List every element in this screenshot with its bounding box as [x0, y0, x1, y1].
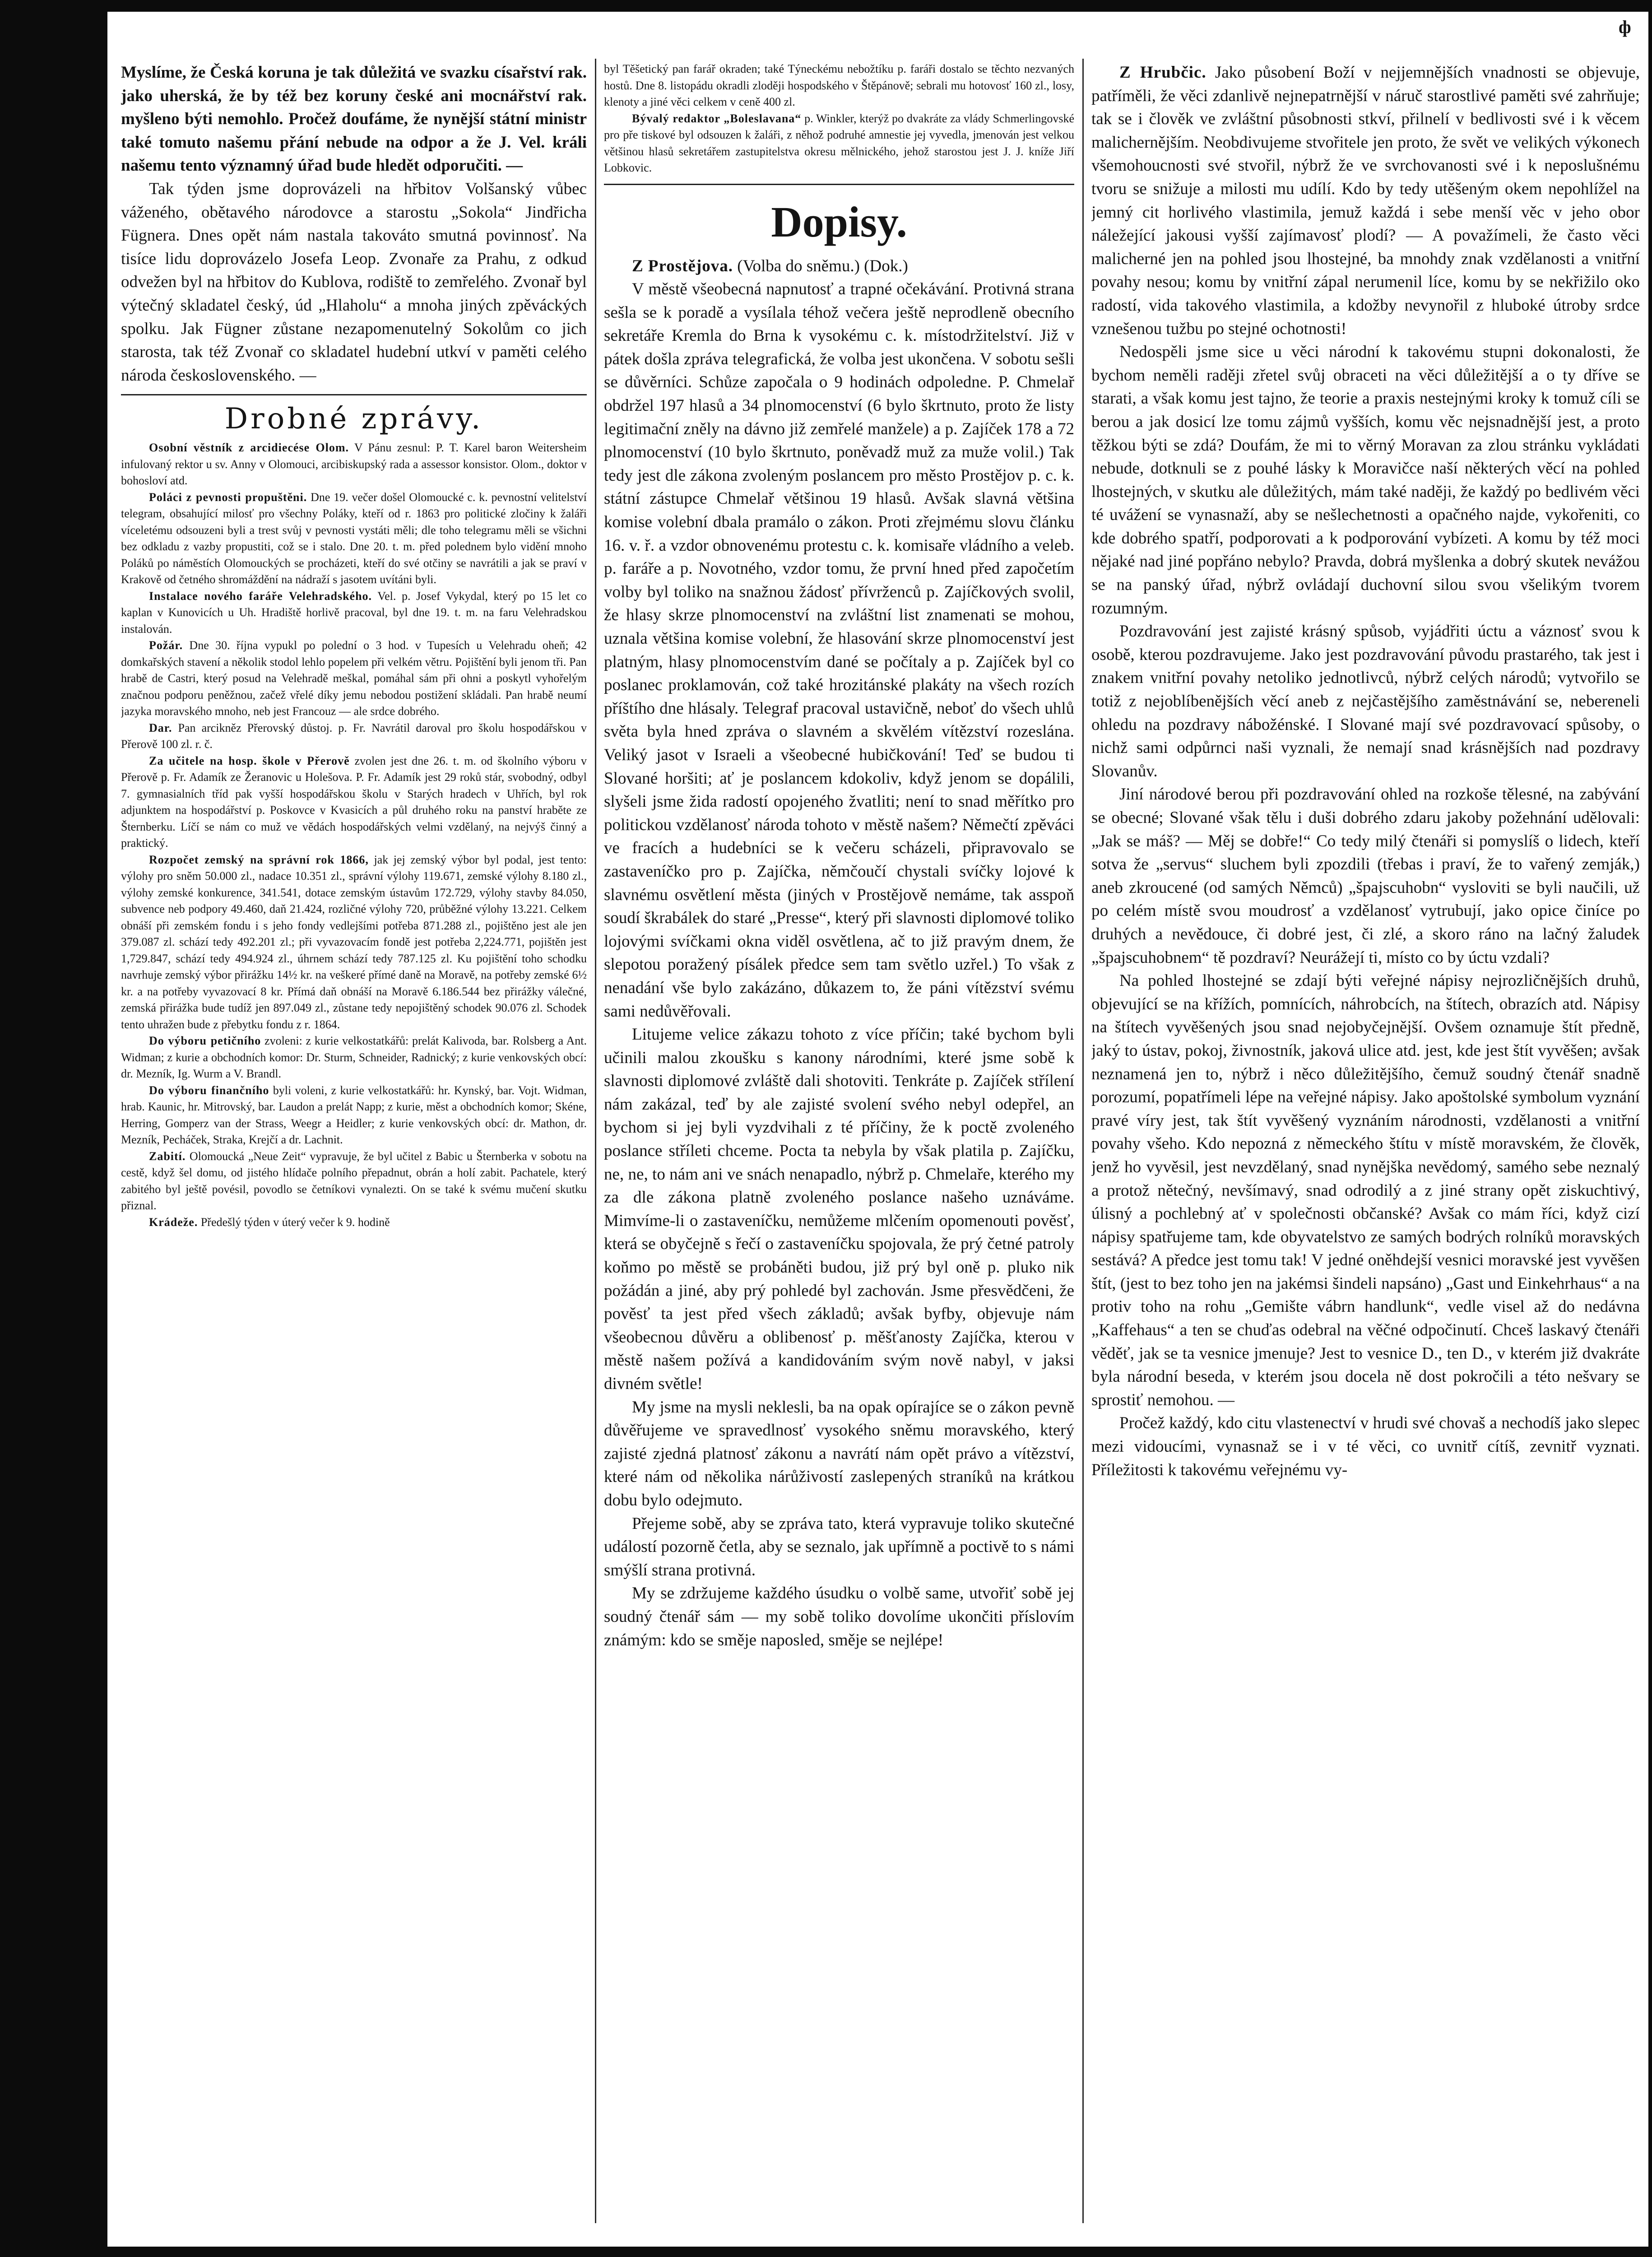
corner-mark: ф [1619, 17, 1631, 37]
column-middle [604, 61, 1074, 2234]
section-heading-dopisy: Dopisy. [771, 197, 907, 246]
news-lead: Dar. [149, 721, 172, 734]
letter-lead: Z Prostějova. [632, 256, 733, 275]
news-text: byli voleni, z kurie velkostatkářů: hr. Kynský, bar. Vojt. Widman, hrab. Kaunic, hr. Mitrovský, bar. Laudon a prelát Napp; z kurie, měst a obchodních komor; Skéne, Herring, Gomperz van der Strass, Weegr a Heidler; z kurie venkovských obcí: dr. Mathon, dr. Mezník, Pecháček, Straka, Krejčí a dr. Lachnit. [121, 1083, 587, 1147]
news-item [121, 489, 587, 588]
letter-paragraph: My se zdržujeme každého úsudku o volbě same, utvořiť sobě jej soudný čtenář sám — my sobě toliko dovolíme ukončiti příslovím známým: kdo se směje naposled, směje se nejlépe! [604, 1584, 1074, 1649]
news-item [121, 1082, 587, 1148]
section-divider [604, 184, 1074, 185]
news-text: V Pánu zesnul: P. T. Karel baron Weitersheim infulovaný rektor u sv. Anny v Olomouci, arcibiskupský rada a assessor konsistor. Olom., doktor v bohosloví atd. [121, 441, 587, 488]
news-item [121, 637, 587, 720]
news-lead: Za učitele na hosp. škole v Přerově [149, 754, 350, 767]
news-text: Vel. p. Josef Vykydal, který po 15 let co kaplan v Kunovicích u Uh. Hradiště horlivě pracoval, byl dne 19. t. m. na faru Velehradskou instalován. [121, 589, 587, 636]
news-lead: Požár. [149, 639, 183, 652]
letter-text: Jako působení Boží v nejjemnějších vnadnosti se objevuje, patříměli, že věci zdanlivě nejnepatrnější v náruč starostlivé paměti své zahrňuje; tak se i člověk ve zvláštní působnosti stkví, přilnelí v bedlivosti své i k věcem malichernějším. Neobdivujeme stvořitele jen proto, že svět ve velikých výkonech všemohoucnosti své stvořil, nýbrž že ve svrchovanosti své i k neposlušnému tvoru se snižuje a milosti mu udílí. Kdo by tedy utěšeným okem nepohlížel na jemný cit horlivého vlastimila, jemuž každá i sebe menší věc v jeho obor náležející jakousi vyšší zajímavosť plodí? — A považímeli, že často věci malicherné jen na pohled jsou lhostejné, ba mnohdy znak vzdělanosti a vnitřní povahy nesou; komu by vnitřní zápal nerumenil líce, komu by se nekřižilo oko radostí, vida takového vlastimila, a kdožby nevynořil z hluboké útroby srdce vznešenou tužbu po stejné ochotnosti! [1091, 63, 1640, 338]
letter-paragraph: Nedospěli jsme sice u věci národní k takovému stupni dokonalosti, že bychom neměli raději zřetel svůj obraceti na věci důležitější a o ty dříve se starati, a však komu jest tajno, že teorie a praxis nestejnými kroky k tomuž cíli se berou a jak dosicí lze tomu zájmů vyšších, komu věc nejsnadnější jest, a proto těžkou býti se zdá? Doufám, že mi to věrný Moravan za zlou stránku vykládati nebude, dotknuli se z pouhé lásky k Moravičce naší některých věcí na pohled lhostejných, v skutku ale důležitých, mám také naději, že každý po bedlivém věci té uvážení se vynasnaží, aby se nešlechetnosti a opačného najde, vykořeniti, co kde dobrého spatří, podporovati a k podporování vybízeti. A komu by též moci nějaké nad jiné popřáno nebylo? Pravda, dobrá myšlenka a dobrý skutek nevážou se na panský úřad, nýbrž ovládají duchovní silou svou všelikým tvorem rozumným. [1091, 343, 1640, 618]
letter-intro [604, 255, 1074, 278]
letter-lead: Z Hrubčic. [1119, 63, 1207, 82]
news-lead: Poláci z pevnosti propuštěni. [149, 490, 307, 504]
news-text: Předešlý týden v úterý večer k 9. hodině [200, 1215, 390, 1229]
news-lead: Zabití. [149, 1149, 186, 1163]
section-heading-drobne-zpravy: Drobné zprávy. [224, 402, 483, 436]
news-lead: Do výboru finančního [149, 1083, 269, 1097]
news-item [121, 440, 587, 489]
news-text: zvoleni: z kurie velkostatkářů: prelát Kalivoda, bar. Rolsberg a Ant. Widman; z kurie a obchodních komor: Dr. Sturm, Schneider, Radnický; z kurie venkovských obcí: dr. Mezník, Ig. Wurm a V. Brandl. [121, 1034, 587, 1081]
news-item [604, 111, 1074, 176]
news-text: Dne 19. večer došel Olomoucké c. k. pevnostní velitelství telegram, obsahující milosť pro všechny Poláky, kteří od r. 1863 pro politické zločiny k žaláři víceletému odsouzeni byli a trest svůj v pevnosti vystáti měli; dle toho telegramu měli se všichni bez odkladu z vazby propustiti, což se i stalo. Dne 20. t. m. před polednem bylo vidění mnoho Poláků po náměstích Olomouckých se procházeti, kteří do své otčiny se navrátili a jak se praví v Krakově od četného shromáždění na nádraží s jasotem uvítáni byli. [121, 490, 587, 586]
section-divider [121, 394, 587, 395]
news-text: Pan arcikněz Přerovský důstoj. p. Fr. Navrátil daroval pro školu hospodářskou v Přerově 100 zl. r. č. [121, 721, 587, 751]
column-rule [1082, 59, 1084, 2223]
letter-paragraph: Na pohled lhostejné se zdají býti veřejné nápisy nejrozličnějších druhů, objevující se na křížích, pomnících, náhrobcích, na štítech, obrazích atd. Nápisy na štítech vyvěšených jsou snad nejobyčejnější. Ovšem oznamuje štít předně, jaký to ústav, pokoj, živnostník, jaková ulice atd. jest, kde jest štít vyvěšen; avšak neznamená jen to, nýbrž i něco důležitějšího, čemuž soudný čtenář snadně porozumí, popatřímeli lépe na veřejné nápisy. Jako apoštolské symbolum vyznání pravé víry jest, tak štít vyvěšený vyznáním národnosti, vzdělanosti a vnitřní povahy všeho. Kdo nepozná z německého štítu v místě moravském, že člověk, jenž ho vyvěsil, jest nevzdělaný, snad nynějška nevědomý, samého sebe neznalý a protož nětečný, nevšímavý, snad odrodilý a z jiné strany opět ziskuchtivý, úlisný a pochlebný ať v společnosti občanské? Avšak co mám říci, když cizí nápisy spatřujeme tam, kde obyvatelstvo ze samých bodrých rolníků moravských sestává? A předce jest tomu tak! V jedné oněhdejší vesnici moravské jest vyvěšen štít, (jest to bez toho jen na jakémsi šindeli napsáno) „Gast und Einkehrhaus“ a na protiv toho na rohu „Gemište vábrn handlunk“, vedle visel až do nedávna „Kaffehaus“ a ten se chuďas odebral na věčné odpočinutí. Chceš laskavý čtenáři věděť, jak se ta vesnice jmenuje? Jest to vesnice D., ten D., v kterém již dvakráte byla národní beseda, v kterém jsou docela ně dost pokročili a této nešvary se sprostiť nemohou. — [1091, 971, 1640, 1409]
scan-border-top [0, 0, 1652, 12]
column-right [1091, 61, 1640, 2234]
column-left [121, 61, 587, 2234]
news-text: Olomoucká „Neue Zeit“ vypravuje, že byl učitel z Babic u Šternberka v sobotu na cestě, když šel domu, od jistého hlídače polního přepadnut, obrán a holí zabit. Pachatele, který zabitého byl ještě povésil, povodlo se četníkovi vynalezti. On se také k svému mučení skutku přiznal. [121, 1149, 587, 1212]
letter-paragraph: Jiní národové berou při pozdravování ohled na rozkoše tělesné, na zabývání se obecné; Slované však tělu i duši dobrého zdaru jakoby požehnání udělovali: „Jak se máš? — Měj se dobře!“ Co tedy milý čtenáři si pomyslíš o lidech, kteří sotva že „servus“ sluchem byli zpozdili (třebas i praví, že to vařený zemják,) aneb zkroucené (od samých Němců) „špajscuhobn“ vysloviti se byli naučili, už po celém místě svou moudrosť a vzdělanosť vytrubují, jako opice činíce po druhých a nevědouce, či dobré jest, či zlé, a skoro ráno na lačný žaludek „špajscuhobnem“ tě pozdraví? Neurážejí ti, místo co by úctu vzdali? [1091, 785, 1640, 967]
news-item [121, 1214, 587, 1231]
news-item [121, 852, 587, 1033]
news-lead: Rozpočet zemský na správní rok 1866, [149, 853, 369, 866]
news-lead: Do výboru petičního [149, 1034, 261, 1048]
column-rule [595, 59, 596, 2223]
scan-border-bottom [0, 2247, 1652, 2257]
article-fugner: Tak týden jsme doprovázeli na hřbitov Volšanský vůbec váženého, obětavého národovce a starostu „Sokola“ Jindřicha Fügnera. Dnes opět nám nastala takováto smutná povinnosť. Na tisíce lidu doprovázelo Josefa Leop. Zvonaře za Prahu, z odkud odvežen byl na hřbitov do Kublova, rodiště to zemřelého. Zvonař byl výtečný skladatel český, úd „Hlaholu“ a mnoha jiných zpěváckých spolku. Jak Fügner zůstane nezapomenutelný Sokolům co jich starosta, tak též Zvonař co skladatel hudební utkví v paměti celého národa československého. — [121, 179, 587, 385]
news-lead: Instalace nového faráře Velehradského. [149, 589, 372, 603]
scan-border-left [0, 0, 107, 2257]
news-item [121, 588, 587, 638]
news-item [121, 720, 587, 753]
news-item [121, 753, 587, 852]
letter-subtitle: (Volba do sněmu.) (Dok.) [737, 256, 908, 275]
scan-border-right [1648, 0, 1652, 2257]
letter-paragraph: V městě všeobecná napnutosť a trapné očekávání. Protivná strana sešla se k poradě a vysílala téhož večera ještě neprodleně obecního sekretáře Kremla do Brna k vysokému c. k. místodržitelství. Již v pátek došla zpráva telegrafická, že volba jest ukončena. V sobotu sešli se důvěrníci. Schůze započala o 9 hodinách odpoledne. P. Chmelař obdržel 197 hlasů a 34 plnomocenství (6 bylo škrtnuto, proto že listy legitimační zněly na dávno již zemřelé manžele) a p. Zajíček 178 a 72 plnomocenství (10 bylo škrtnuto, poněvadž muž za muže volil.) Tak tedy jest dle zákona zvoleným poslancem pro město Prostějov p. c. k. státní zástupce Chmelař většinou 19 hlasů. Avšak slavná většina komise volební dbala pramálo o zákon. Proti zřejmému slovu článku 16. v. ř. a vzdor obnovenému protestu c. k. komisaře vládního a veleb. p. faráře a p. Novotného, vzdor tomu, že první hned před započetím volby byl toliko na snažnou žádosť přívrženců p. Zajíčkových svolil, že hlasy skrze plnomocenství na zvláštní list znamenati se mohou, uznala většina komise volební, že hlasování skrze plnomocenství jest platným, hlasy plnomocenstvím dané se počítaly a p. Zajíček byl co poslanec proklamován, což také hrozitánské plakáty na všech rozích příštího dne hlásaly. Telegraf pracoval ustavičně, neboť do všech uhlů světa byla hned zpráva o slavném a skvělém vítězství rozeslána. Veliký jasot v Israeli a všeobecné hubičkování! Teď se budou ti Slované horšiti; ať je poslancem kdokoliv, když jenom se dopálili, slyšeli jsme žida radostí opojeného žvatliti; není to snad měřítko pro politickou vzdělanosť národa tohoto v městě našem? Němečtí zpěváci ve fracích a hudebníci se k večeru scházeli, připravovalo se zastaveníčko pro p. Zajíčka, němčoučí chystali svíčky lojové k slavnému osvětlení města (jiných v Prostějově nemáme, tak asspoň soudí škrabálek do staré „Presse“, který při slavnosti diplomové toliko lojovými svíčkami okna viděl osvětlena, ač to již pravým dnem, že slepotou poražený písálek předce sem tam světlo uzřel.) To však z nenadání vše bylo zakázáno, důkazem to, že páni vítězství svému sami nedůvěřovali. [604, 280, 1074, 1021]
news-item [121, 1033, 587, 1082]
news-lead: Osobní věstník z arcidiecése Olom. [149, 441, 349, 455]
letter-paragraph: Pročež každý, kdo citu vlastenectví v hrudi své chovaš a nechodíš jako slepec mezi vidoucími, vynasnaž se i v té věci, co uvnitř cítíš, zevnitř vyznati. Příležitosti k takovému veřejnému vy- [1091, 1414, 1640, 1479]
news-text: Dne 30. října vypukl po polední o 3 hod. v Tupesích u Velehradu oheň; 42 domkařských stavení a několik stodol lehlo popelem při velkém větru. Pojištění byli jenom tři. Pan hrabě de Castri, který posud na Velehradě meškal, pomáhal sám při ohni a poskytl vyhořelým značnou podporu peněžnou, začež vřelé díky jemu nebodou postižení skládali. Pan hrabě neumí jazyka moravského mnoho, neb jest Francouz — ale srdce dobrého. [121, 639, 587, 718]
news-text: p. Winkler, kterýž po dvakráte za vlády Schmerlingovské pro pře tiskové byl odsouzen k žaláři, z něhož podruhé amnestie jej vyvedla, jmenován jest velkou většinou hlasů sekretářem zastupitelstva okresu mělnického, jehož starostou jest J. J. kníže Jiří Lobkovic. [604, 111, 1074, 174]
news-continuation: byl Těšetický pan farář okraden; také Týneckému nebožtíku p. faráři dostalo se těchto nezvaných hostů. Dne 8. listopádu okradli zloději hospodského v Štěpánově; sebrali mu hotovosť 160 zl., losy, klenoty a jiné věci celkem v ceně 400 zl. [604, 62, 1074, 108]
news-lead: Krádeže. [149, 1215, 198, 1229]
news-text: zvolen jest dne 26. t. m. od školního výboru v Přerově p. Fr. Adamík ze Žeranovic u Holešova. P. Fr. Adamík jest 29 roků stár, svobodný, odbyl 7. gymnasialních tříd pak vyšší hospodářskou školu v Starých hradech v Uhřích, byl rok adjunktem na hospodářství p. Poskovce v Kvasicích a půl druhého roku na panství hraběte ze Šternberku. Líčí se nám co muž ve vědách hospodářských velmi vzdělaný, na nejvýš činný a praktický. [121, 754, 587, 850]
letter-paragraph: Litujeme velice zákazu tohoto z více příčin; také bychom byli učinili malou zkoušku s kanony národními, které jsme sobě k slavnosti diplomové zvláště dali shotoviti. Tenkráte p. Zajíček střílení nám zakázal, teď by ale zajisté svolení svého nebyl odepřel, an bychom si jej byli vyzdvihali z té příčiny, že k poctě zvoleného poslance stříleti chceme. Pocta ta nebyla by však platila p. Zajíčku, ne, ne, to nám ani ve snách nenapadlo, nýbrž p. Chmelaře, kterého my za dle zákona platně zvoleného poslance našeho uznáváme. Mimvíme-li o zastaveníčku, nemůžeme mlčením opomenouti pověsť, která se obyčejně s řečí o zastaveníčku spojovala, že prý četné patroly koňmo po městě se probáněti budou, již prý byl oně p. pluko nik požádán a jiné, aby prý pohledé byl zachován. Jsme přesvědčeni, že pověsť ta jest před všech základů; avšak byfby, objevuje nám všeobecnou důvěru a oblibenosť p. měšťanosty Zajíčka, kterou v městě našem požívá a kandidováním svým nově nabyl, v jaksi divném světle! [604, 1025, 1074, 1393]
intro-paragraph: Myslíme, že Česká koruna je tak důležitá ve svazku císařství rak. jako uherská, že by též bez koruny české ani mocnářství rak. myšleno býti nemohlo. Pročež doufáme, že nynější státní ministr také tomuto našemu přání nebude na odpor a že J. Vel. králi našemu tento významný úřad bude hledět odporučiti. — [121, 63, 587, 175]
letter-paragraph: My jsme na mysli neklesli, ba na opak opírajíce se o zákon pevně důvěřujeme ve spravedlnosť vysokého sněmu moravského, který zajisté zjedná platnosť zákonu a navrátí nám opět právo a vítězství, které nám od několika nárůživostí zaslepených straníků na krátkou dobu bylo odejmuto. [604, 1398, 1074, 1509]
news-item [121, 1148, 587, 1214]
letter-paragraph [1091, 61, 1640, 340]
letter-paragraph: Pozdravování jest zajisté krásný spůsob, vyjádřiti úctu a váznosť svou k osobě, kterou pozdravujeme. Jako jest pozdravování původu prastarého, tak jest i znakem vnitřní povahy netoliko jednotlivců, nýbrž celých národů; vytvořilo se totiž z nejoblíbenějších věcí aneb z nejčastějšího zaměstnávání se, nebereneli ohledu na pozdravy nábožénské. I Slované mají své pozdravovací spůsoby, o nichž sami odpůrnci naši vyznali, že nemají snad krásnějších nad pozdravy Slovanův. [1091, 622, 1640, 780]
letter-paragraph: Přejeme sobě, aby se zpráva tato, která vypravuje toliko skutečné událostí pozorně četla, aby se seznalo, jak upřímně a poctivě to s námi smýšlí strana protivná. [604, 1514, 1074, 1579]
news-text: jak jej zemský výbor byl podal, jest tento: výlohy pro sněm 50.000 zl., nadace 10.351 zl., správní výlohy 119.671, zemské výlohy 8.180 zl., výlohy zemské konkurence, 341.541, dotace zemským ústavům 172.729, výlohy stavby 84.050, subvence neb podpory 49.460, daň 21.424, rozličné výlohy 720, průběžné výlohy 13.221. Celkem obnáší při zemském fondu i s jeho fondy vedlejšími potřeba 871.288 zl., pojištěno jest ale jen 379.087 zl. schází tedy 492.201 zl.; při vyvazovacím fondě jest potřeba 2,224.771, pojištěn jest 1,729.847, schází tedy 494.924 zl., úhrnem schází tedy 787.125 zl. Ku pojištění toho schodku navrhuje zemský výbor přirážku 14½ kr. na veškeré přímé daně na Moravě, na potřeby zemské 6½ kr. a na potřeby vyvazovací 8 kr. Přímá daň obnáší na Moravě 6.186.544 bez přirážky válečné, zemská přirážka bude tudíž jen 897.049 zl., zůstane tedy nepojištěný schodek 90.076 zl. Schodek tento uhražen bude z přebytku fondu z r. 1864. [121, 853, 587, 1031]
news-lead: Bývalý redaktor „Boleslavana“ [632, 111, 802, 125]
